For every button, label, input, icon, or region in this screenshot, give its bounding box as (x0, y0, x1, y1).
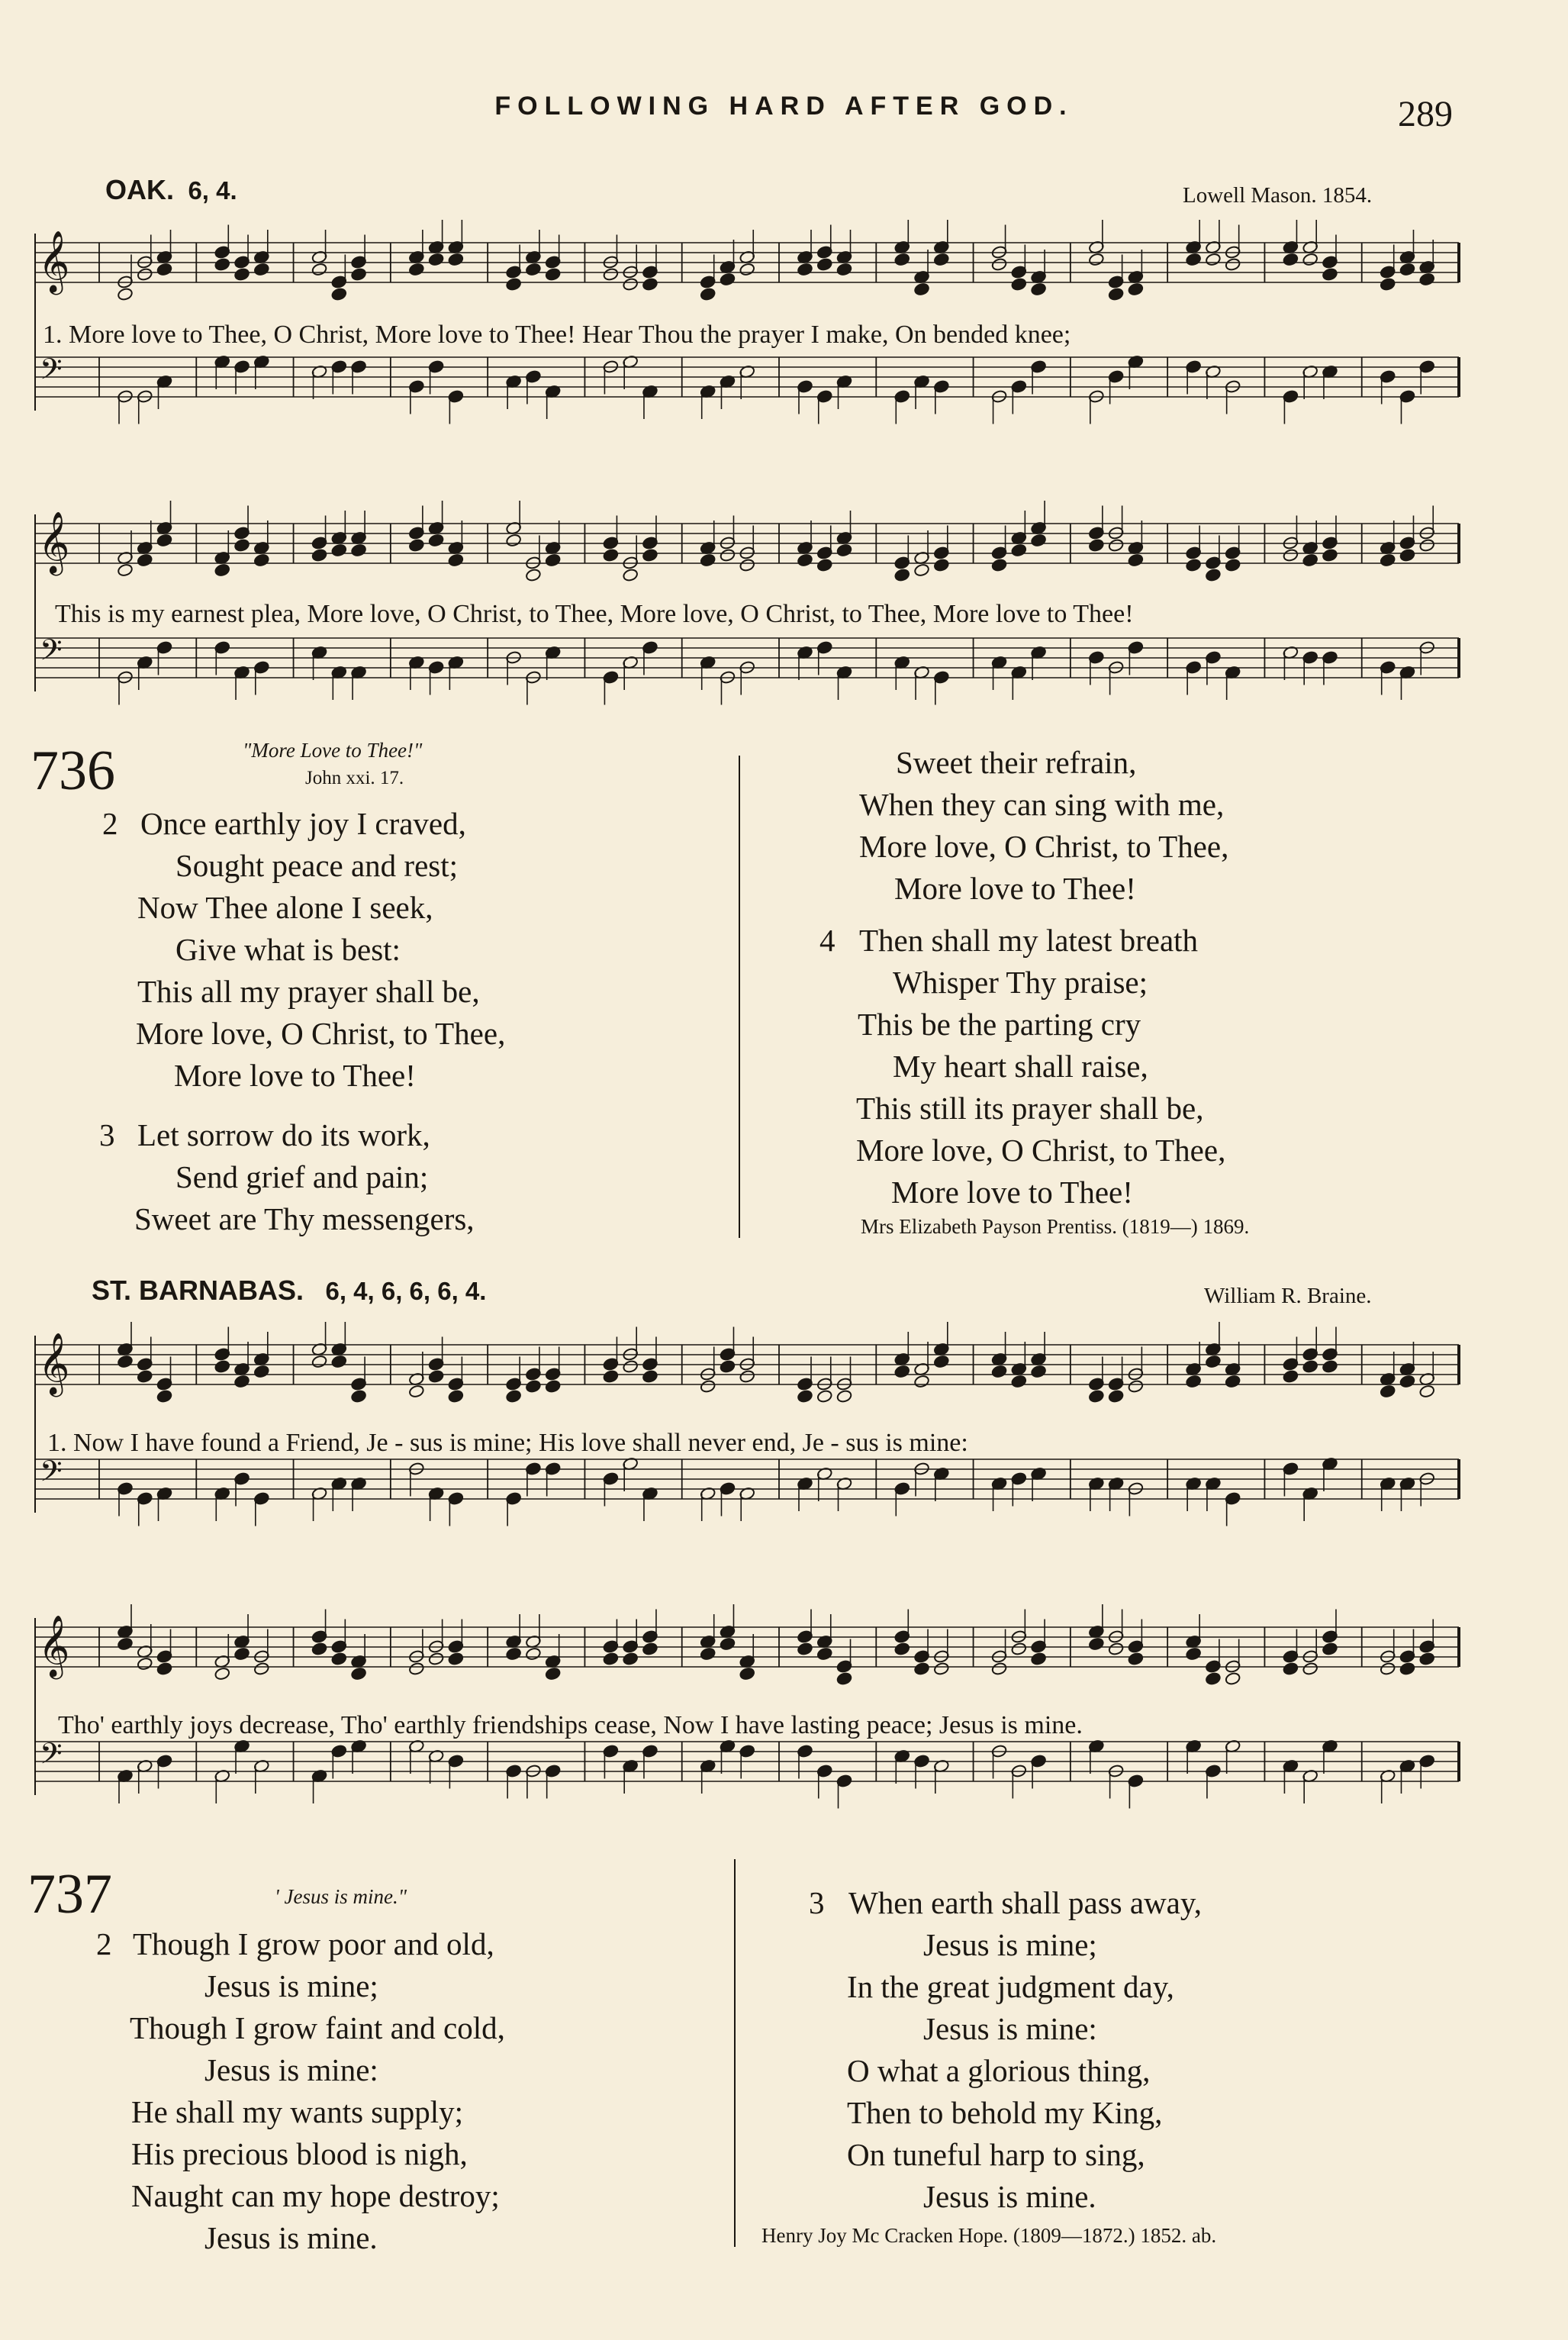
note-head (1302, 253, 1318, 266)
note-head (913, 1662, 929, 1675)
treble-clef: 𝄞 (38, 1614, 70, 1677)
tune-meter: 6, 4, 6, 6, 6, 4. (325, 1277, 487, 1305)
note-head (1030, 1652, 1046, 1665)
hymn-number: 736 (31, 740, 115, 802)
note-head (253, 1365, 269, 1378)
note-head (253, 263, 269, 276)
page-number: 289 (1398, 94, 1453, 134)
note-head (991, 257, 1007, 271)
verse-number: 3 (99, 1117, 115, 1152)
note-head (623, 1652, 639, 1665)
note-head (448, 1652, 464, 1665)
verse-line: This all my prayer shall be, (137, 974, 480, 1009)
note-head (545, 1379, 561, 1393)
note-head (816, 558, 832, 572)
note-head (1302, 553, 1318, 567)
verse-line: Then shall my latest breath (859, 923, 1199, 958)
note-head (117, 563, 133, 577)
hymn-epigraph: ' Jesus is mine." (275, 1885, 407, 1908)
note-head (1225, 257, 1241, 271)
note-head (720, 1359, 736, 1373)
verse-line: Though I grow poor and old, (133, 1926, 494, 1961)
column-divider (734, 1859, 736, 2247)
tune-name: OAK. (105, 174, 174, 205)
verse-line: More love to Thee! (891, 1175, 1133, 1210)
note-head (525, 1647, 541, 1661)
note-head (1185, 1375, 1201, 1388)
note-head (816, 1389, 832, 1403)
note-head (311, 548, 327, 562)
note-head (331, 543, 347, 557)
note-head (1399, 1662, 1415, 1675)
note-head (603, 1369, 619, 1383)
note-head (1185, 253, 1201, 266)
verse-line: Once earthly joy I craved, (140, 806, 466, 841)
hymn-attribution: Mrs Elizabeth Payson Prentiss. (1819—) 1869. (861, 1215, 1250, 1238)
note-head (1283, 548, 1299, 562)
note-head (137, 1657, 153, 1671)
note-head (836, 1671, 852, 1685)
verse-line: Now Thee alone I seek, (137, 890, 433, 925)
note-head (448, 1389, 464, 1403)
note-head (350, 1389, 366, 1403)
note-head (1283, 253, 1299, 266)
note-head (1399, 263, 1415, 276)
note-head (428, 1652, 444, 1665)
verse-line: When they can sing with me, (859, 787, 1225, 822)
note-head (1128, 1652, 1144, 1665)
verse-line: More love, O Christ, to Thee, (136, 1016, 506, 1051)
verse-line: Let sorrow do its work, (137, 1117, 430, 1152)
note-head (1419, 272, 1435, 286)
verse-number: 3 (809, 1885, 825, 1920)
bass-clef: 𝄢 (40, 633, 63, 674)
note-head (603, 548, 619, 562)
note-head (233, 267, 250, 281)
note-head (894, 1642, 910, 1655)
note-head (331, 287, 347, 301)
note-head (214, 257, 230, 271)
note-head (836, 263, 852, 276)
note-head (1205, 568, 1221, 582)
note-head (117, 1355, 133, 1368)
note-head (1185, 558, 1201, 572)
note-head (1108, 1389, 1124, 1403)
verse-line: He shall my wants supply; (131, 2094, 464, 2129)
note-head (1030, 533, 1046, 547)
note-head (1419, 1384, 1435, 1398)
note-head (623, 277, 639, 291)
note-head (700, 1379, 716, 1393)
note-head (350, 267, 366, 281)
note-head (700, 287, 716, 301)
note-head (525, 568, 541, 582)
note-head (1380, 277, 1396, 291)
note-head (1205, 1355, 1221, 1368)
note-head (408, 263, 424, 276)
running-head: FOLLOWING HARD AFTER GOD. (494, 92, 1074, 121)
note-head (1225, 1375, 1241, 1388)
note-head (156, 263, 172, 276)
note-head (913, 1375, 929, 1388)
note-head (350, 1667, 366, 1681)
note-head (428, 253, 444, 266)
note-head (311, 263, 327, 276)
hymn-number: 737 (27, 1863, 112, 1926)
note-head (1380, 1662, 1396, 1675)
note-head (1225, 1671, 1241, 1685)
verse-line: Naught can my hope destroy; (131, 2178, 500, 2213)
note-head (1225, 558, 1241, 572)
note-head (1011, 1642, 1027, 1655)
note-head (991, 558, 1007, 572)
note-head (408, 538, 424, 552)
note-head (603, 267, 619, 281)
note-head (1205, 253, 1221, 266)
note-head (311, 1355, 327, 1368)
note-head (1302, 1359, 1318, 1373)
note-head (1088, 1389, 1104, 1403)
tune-lyric-line: 1. More love to Thee, O Christ, More love to Thee! Hear Thou the prayer I make, On bended knee; (43, 321, 1071, 349)
note-head (720, 548, 736, 562)
note-head (1399, 548, 1415, 562)
verse-number: 2 (96, 1926, 112, 1961)
verse-line: Whisper Thy praise; (893, 965, 1148, 1000)
note-head (933, 1355, 949, 1368)
note-head (797, 1642, 813, 1655)
verse-line: When earth shall pass away, (848, 1885, 1202, 1920)
note-head (253, 1662, 269, 1675)
verse-line: This be the parting cry (858, 1007, 1141, 1042)
note-head (739, 263, 755, 276)
note-head (1322, 1642, 1338, 1655)
verse-line: More love, O Christ, to Thee, (856, 1133, 1226, 1168)
note-head (156, 1662, 172, 1675)
note-head (1128, 1379, 1144, 1393)
note-head (1128, 553, 1144, 567)
note-head (428, 533, 444, 547)
verse-line: More love, O Christ, to Thee, (859, 829, 1229, 864)
note-head (1108, 538, 1124, 552)
note-head (739, 1369, 755, 1383)
note-head (603, 1652, 619, 1665)
verse-line: Jesus is mine. (923, 2179, 1096, 2214)
verse-line: Jesus is mine: (204, 2052, 378, 2087)
tune-lyric-line: Tho' earthly joys decrease, Tho' earthly friendships cease, Now I have lasting peace; Jesus is mine. (58, 1711, 1083, 1739)
note-head (739, 1667, 755, 1681)
note-head (525, 263, 541, 276)
note-head (1419, 538, 1435, 552)
note-head (1283, 1662, 1299, 1675)
note-head (933, 1662, 949, 1675)
note-head (311, 1642, 327, 1655)
note-head (991, 1365, 1007, 1378)
hymn-attribution: Henry Joy Mc Cracken Hope. (1809—1872.) 1852. ab. (761, 2224, 1217, 2247)
note-head (642, 277, 658, 291)
note-head (623, 1359, 639, 1373)
note-head (117, 1637, 133, 1651)
note-head (408, 1662, 424, 1675)
note-head (894, 568, 910, 582)
verse-line: In the great judgment day, (847, 1969, 1174, 2004)
note-head (1380, 553, 1396, 567)
note-head (350, 543, 366, 557)
bass-clef: 𝄢 (40, 1454, 63, 1495)
verse-line: Though I grow faint and cold, (130, 2010, 505, 2045)
note-head (1011, 277, 1027, 291)
note-head (233, 538, 250, 552)
note-head (545, 267, 561, 281)
note-head (525, 1379, 541, 1393)
tune-heading-st-barnabas (92, 1275, 486, 1307)
column-divider (739, 756, 740, 1238)
note-head (1302, 1662, 1318, 1675)
note-head (623, 568, 639, 582)
note-head (700, 1647, 716, 1661)
note-head (913, 282, 929, 296)
note-head (894, 1365, 910, 1378)
verse-line: Then to behold my King, (847, 2095, 1163, 2130)
note-head (797, 263, 813, 276)
note-head (448, 253, 464, 266)
note-head (214, 1359, 230, 1373)
verse-line: More love to Thee! (894, 871, 1136, 906)
note-head (137, 267, 153, 281)
note-head (913, 563, 929, 577)
verse-line: Jesus is mine: (923, 2011, 1097, 2046)
note-head (137, 553, 153, 567)
verse-line: Sweet are Thy messengers, (134, 1201, 475, 1236)
note-head (1108, 287, 1124, 301)
note-head (1205, 1671, 1221, 1685)
note-head (1088, 1637, 1104, 1651)
note-head (816, 257, 832, 271)
note-head (233, 1375, 250, 1388)
tune-lyric-line: This is my earnest plea, More love, O Christ, to Thee, More love, O Christ, to Thee, More love to Thee! (55, 600, 1134, 628)
tune-name: ST. BARNABAS. (92, 1275, 304, 1306)
note-head (214, 563, 230, 577)
tune-composer: Lowell Mason. 1854. (1183, 183, 1373, 208)
note-head (1088, 538, 1104, 552)
note-head (1128, 282, 1144, 296)
treble-clef: 𝄞 (38, 230, 70, 292)
note-head (156, 1389, 172, 1403)
note-head (1322, 1359, 1338, 1373)
tune-composer: William R. Braine. (1204, 1284, 1372, 1308)
note-head (214, 1667, 230, 1681)
treble-clef: 𝄞 (38, 1332, 70, 1394)
note-head (1011, 1375, 1027, 1388)
note-head (331, 1355, 347, 1368)
note-head (1419, 1652, 1435, 1665)
note-head (117, 287, 133, 301)
note-head (505, 1647, 521, 1661)
note-head (428, 1369, 444, 1383)
note-head (1011, 543, 1027, 557)
note-head (253, 553, 269, 567)
hymn-epigraph: "More Love to Thee!" (243, 739, 423, 762)
verse-line: Give what is best: (175, 932, 401, 967)
verse-line: More love to Thee! (174, 1058, 416, 1093)
verse-line: Sweet their refrain, (896, 745, 1137, 780)
note-head (1030, 282, 1046, 296)
verse-line: Jesus is mine; (923, 1927, 1097, 1962)
note-head (505, 533, 521, 547)
verse-line: Send grief and pain; (175, 1159, 429, 1194)
note-head (991, 1662, 1007, 1675)
note-head (233, 1647, 250, 1661)
verse-line: Sought peace and rest; (175, 848, 459, 883)
scripture-reference: John xxi. 17. (305, 768, 404, 788)
tune-meter: 6, 4. (188, 176, 237, 205)
note-head (816, 1647, 832, 1661)
note-head (836, 1389, 852, 1403)
verse-line: O what a glorious thing, (847, 2053, 1151, 2088)
note-head (505, 277, 521, 291)
note-head (797, 1389, 813, 1403)
note-head (720, 272, 736, 286)
note-head (545, 1667, 561, 1681)
note-head (836, 543, 852, 557)
note-head (1185, 1647, 1201, 1661)
note-head (1322, 548, 1338, 562)
bass-clef: 𝄢 (40, 352, 63, 393)
note-head (156, 533, 172, 547)
note-head (1030, 1365, 1046, 1378)
note-head (797, 553, 813, 567)
note-head (408, 1384, 424, 1398)
note-head (739, 558, 755, 572)
note-head (933, 558, 949, 572)
verse-number: 2 (102, 806, 118, 841)
note-head (720, 1637, 736, 1651)
verse-line: Jesus is mine. (204, 2220, 378, 2255)
note-head (642, 1369, 658, 1383)
verse-line: This still its prayer shall be, (856, 1091, 1204, 1126)
note-head (642, 1642, 658, 1655)
note-head (642, 548, 658, 562)
bass-clef: 𝄢 (40, 1736, 63, 1778)
note-head (1322, 267, 1338, 281)
note-head (933, 253, 949, 266)
note-head (1108, 1642, 1124, 1655)
verse-line: His precious blood is nigh, (131, 2136, 468, 2171)
note-head (1088, 253, 1104, 266)
note-head (1283, 1369, 1299, 1383)
note-head (1399, 1375, 1415, 1388)
verse-line: My heart shall raise, (893, 1049, 1148, 1084)
note-head (894, 253, 910, 266)
verse-line: On tuneful harp to sing, (847, 2137, 1145, 2172)
note-head (1380, 1384, 1396, 1398)
note-head (137, 1369, 153, 1383)
note-head (331, 1652, 347, 1665)
note-head (700, 553, 716, 567)
note-head (448, 553, 464, 567)
verse-line: Jesus is mine; (204, 1968, 378, 2003)
note-head (505, 1389, 521, 1403)
tune-lyric-line: 1. Now I have found a Friend, Je - sus is mine; His love shall never end, Je - sus is mine: (47, 1429, 968, 1457)
treble-clef: 𝄞 (38, 511, 70, 573)
note-head (545, 553, 561, 567)
verse-number: 4 (819, 923, 836, 958)
